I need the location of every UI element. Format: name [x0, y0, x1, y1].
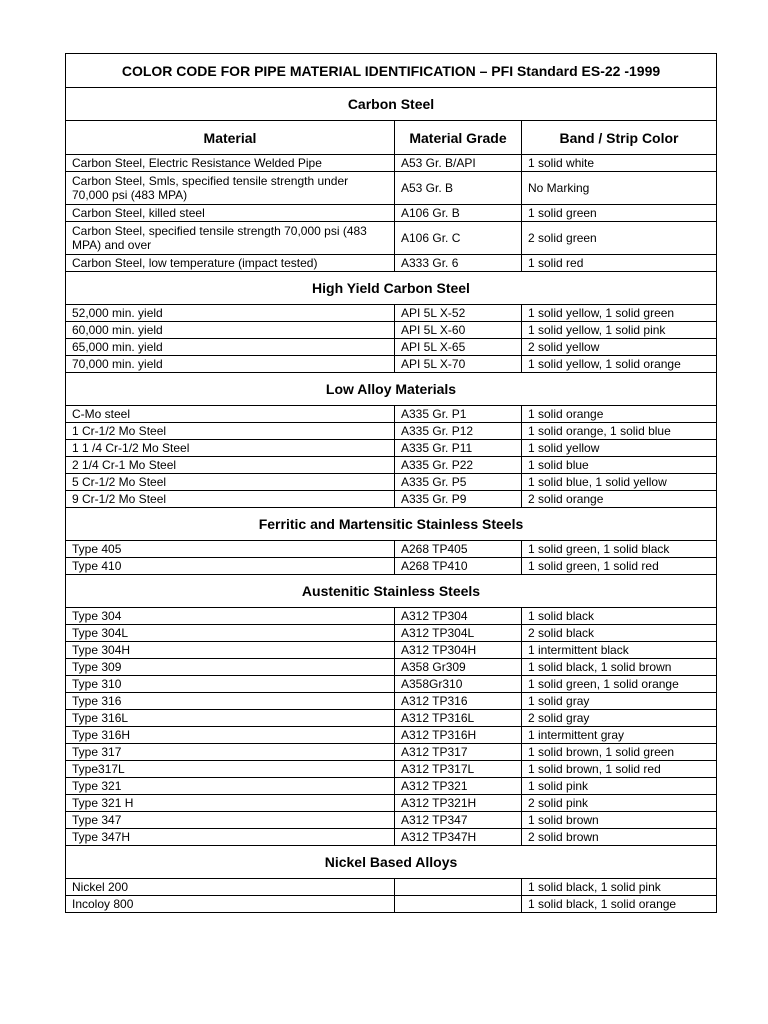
material-cell: 60,000 min. yield: [66, 322, 395, 339]
color-cell: 1 solid brown: [522, 812, 717, 829]
grade-cell: A53 Gr. B/API: [395, 155, 522, 172]
material-cell: Type 347H: [66, 829, 395, 846]
color-cell: 1 solid orange, 1 solid blue: [522, 423, 717, 440]
table-row: [66, 778, 717, 795]
color-cell: 1 solid brown, 1 solid green: [522, 744, 717, 761]
material-cell: Type 317: [66, 744, 395, 761]
grade-cell: API 5L X-60: [395, 322, 522, 339]
material-cell: Type 304H: [66, 642, 395, 659]
grade-cell: A312 TP317L: [395, 761, 522, 778]
grade-cell: A53 Gr. B: [395, 172, 522, 205]
material-cell: Incoloy 800: [66, 896, 395, 913]
table-row: [66, 642, 717, 659]
grade-cell: A335 Gr. P1: [395, 406, 522, 423]
material-cell: 65,000 min. yield: [66, 339, 395, 356]
table-row: [66, 879, 717, 896]
color-cell: 1 solid gray: [522, 693, 717, 710]
material-cell: 9 Cr-1/2 Mo Steel: [66, 491, 395, 508]
material-cell: Carbon Steel, killed steel: [66, 205, 395, 222]
grade-cell: A312 TP304: [395, 608, 522, 625]
grade-cell: A333 Gr. 6: [395, 255, 522, 272]
table-row: [66, 305, 717, 322]
table-row: [66, 829, 717, 846]
table-row: [66, 423, 717, 440]
grade-cell: API 5L X-65: [395, 339, 522, 356]
color-cell: 2 solid brown: [522, 829, 717, 846]
color-cell: 1 solid red: [522, 255, 717, 272]
table-row: [66, 710, 717, 727]
color-cell: 1 solid white: [522, 155, 717, 172]
material-cell: 2 1/4 Cr-1 Mo Steel: [66, 457, 395, 474]
color-cell: 2 solid green: [522, 222, 717, 255]
grade-cell: A312 TP304L: [395, 625, 522, 642]
table-row: [66, 693, 717, 710]
material-cell: Type 347: [66, 812, 395, 829]
color-cell: 1 solid green: [522, 205, 717, 222]
section-row: [66, 508, 717, 541]
color-cell: 2 solid yellow: [522, 339, 717, 356]
color-cell: 1 solid black, 1 solid pink: [522, 879, 717, 896]
grade-cell: A358Gr310: [395, 676, 522, 693]
material-cell: 1 Cr-1/2 Mo Steel: [66, 423, 395, 440]
color-cell: 1 solid blue: [522, 457, 717, 474]
table-row: [66, 339, 717, 356]
material-cell: Type317L: [66, 761, 395, 778]
color-cell: 1 solid green, 1 solid red: [522, 558, 717, 575]
table-body: [66, 54, 717, 913]
table-row: [66, 406, 717, 423]
material-cell: 70,000 min. yield: [66, 356, 395, 373]
section-row: [66, 373, 717, 406]
color-cell: 1 solid yellow, 1 solid pink: [522, 322, 717, 339]
grade-cell: [395, 879, 522, 896]
material-cell: Type 316L: [66, 710, 395, 727]
material-cell: Nickel 200: [66, 879, 395, 896]
grade-cell: A335 Gr. P9: [395, 491, 522, 508]
material-cell: Type 321: [66, 778, 395, 795]
table-row: [66, 625, 717, 642]
table-row: [66, 659, 717, 676]
column-header-material: Material: [66, 121, 395, 155]
material-cell: Carbon Steel, low temperature (impact tested): [66, 255, 395, 272]
grade-cell: A312 TP321H: [395, 795, 522, 812]
color-cell: 1 solid orange: [522, 406, 717, 423]
color-cell: 1 intermittent gray: [522, 727, 717, 744]
color-cell: 1 solid black: [522, 608, 717, 625]
table-row: [66, 205, 717, 222]
grade-cell: A106 Gr. B: [395, 205, 522, 222]
section-title: Austenitic Stainless Steels: [66, 575, 717, 608]
table-row: [66, 896, 717, 913]
material-cell: Carbon Steel, Electric Resistance Welded Pipe: [66, 155, 395, 172]
table-row: [66, 812, 717, 829]
grade-cell: A335 Gr. P22: [395, 457, 522, 474]
color-cell: 2 solid gray: [522, 710, 717, 727]
color-cell: 1 solid brown, 1 solid red: [522, 761, 717, 778]
color-cell: 2 solid orange: [522, 491, 717, 508]
color-cell: 1 solid green, 1 solid black: [522, 541, 717, 558]
grade-cell: A335 Gr. P11: [395, 440, 522, 457]
color-cell: No Marking: [522, 172, 717, 205]
color-cell: 2 solid pink: [522, 795, 717, 812]
material-cell: Type 304: [66, 608, 395, 625]
color-cell: 1 solid yellow: [522, 440, 717, 457]
grade-cell: API 5L X-70: [395, 356, 522, 373]
grade-cell: A358 Gr309: [395, 659, 522, 676]
color-cell: 1 solid blue, 1 solid yellow: [522, 474, 717, 491]
section-row: [66, 272, 717, 305]
grade-cell: [395, 896, 522, 913]
table-row: [66, 608, 717, 625]
color-cell: 1 solid yellow, 1 solid green: [522, 305, 717, 322]
material-cell: Carbon Steel, Smls, specified tensile strength under 70,000 psi (483 MPA): [66, 172, 395, 205]
title-row: [66, 54, 717, 88]
table-row: [66, 541, 717, 558]
header-row: [66, 121, 717, 155]
section-title: Nickel Based Alloys: [66, 846, 717, 879]
material-cell: Type 316H: [66, 727, 395, 744]
table-row: [66, 322, 717, 339]
material-cell: Type 410: [66, 558, 395, 575]
grade-cell: A106 Gr. C: [395, 222, 522, 255]
table-row: [66, 474, 717, 491]
color-cell: 1 solid black, 1 solid orange: [522, 896, 717, 913]
color-cell: 1 intermittent black: [522, 642, 717, 659]
color-cell: 1 solid black, 1 solid brown: [522, 659, 717, 676]
grade-cell: A312 TP347H: [395, 829, 522, 846]
grade-cell: A312 TP316L: [395, 710, 522, 727]
table-row: [66, 795, 717, 812]
material-cell: Type 310: [66, 676, 395, 693]
grade-cell: A335 Gr. P5: [395, 474, 522, 491]
section-title: Ferritic and Martensitic Stainless Steels: [66, 508, 717, 541]
material-cell: Type 321 H: [66, 795, 395, 812]
grade-cell: A335 Gr. P12: [395, 423, 522, 440]
material-cell: Type 405: [66, 541, 395, 558]
grade-cell: A312 TP321: [395, 778, 522, 795]
table-row: [66, 457, 717, 474]
grade-cell: A312 TP316H: [395, 727, 522, 744]
material-cell: Type 309: [66, 659, 395, 676]
table-row: [66, 491, 717, 508]
material-cell: 52,000 min. yield: [66, 305, 395, 322]
section-row: [66, 575, 717, 608]
table-row: [66, 744, 717, 761]
material-cell: C-Mo steel: [66, 406, 395, 423]
grade-cell: A312 TP304H: [395, 642, 522, 659]
column-header-grade: Material Grade: [395, 121, 522, 155]
section-title: High Yield Carbon Steel: [66, 272, 717, 305]
table-row: [66, 356, 717, 373]
table-row: [66, 761, 717, 778]
color-cell: 2 solid black: [522, 625, 717, 642]
color-cell: 1 solid pink: [522, 778, 717, 795]
color-code-table: [65, 53, 717, 913]
table-row: [66, 440, 717, 457]
color-cell: 1 solid yellow, 1 solid orange: [522, 356, 717, 373]
column-header-color: Band / Strip Color: [522, 121, 717, 155]
table-row: [66, 727, 717, 744]
material-cell: 5 Cr-1/2 Mo Steel: [66, 474, 395, 491]
section-title: Low Alloy Materials: [66, 373, 717, 406]
material-cell: Type 316: [66, 693, 395, 710]
table-row: [66, 676, 717, 693]
grade-cell: A312 TP347: [395, 812, 522, 829]
grade-cell: A268 TP410: [395, 558, 522, 575]
table-row: [66, 222, 717, 255]
table-row: [66, 172, 717, 205]
grade-cell: API 5L X-52: [395, 305, 522, 322]
grade-cell: A312 TP317: [395, 744, 522, 761]
section-row: [66, 88, 717, 121]
section-row: [66, 846, 717, 879]
grade-cell: A312 TP316: [395, 693, 522, 710]
material-cell: 1 1 /4 Cr-1/2 Mo Steel: [66, 440, 395, 457]
table-row: [66, 255, 717, 272]
material-cell: Carbon Steel, specified tensile strength 70,000 psi (483 MPA) and over: [66, 222, 395, 255]
table-row: [66, 155, 717, 172]
material-cell: Type 304L: [66, 625, 395, 642]
color-cell: 1 solid green, 1 solid orange: [522, 676, 717, 693]
page-title: COLOR CODE FOR PIPE MATERIAL IDENTIFICATION – PFI Standard ES-22 -1999: [66, 54, 717, 88]
section-title: Carbon Steel: [66, 88, 717, 121]
grade-cell: A268 TP405: [395, 541, 522, 558]
table-row: [66, 558, 717, 575]
